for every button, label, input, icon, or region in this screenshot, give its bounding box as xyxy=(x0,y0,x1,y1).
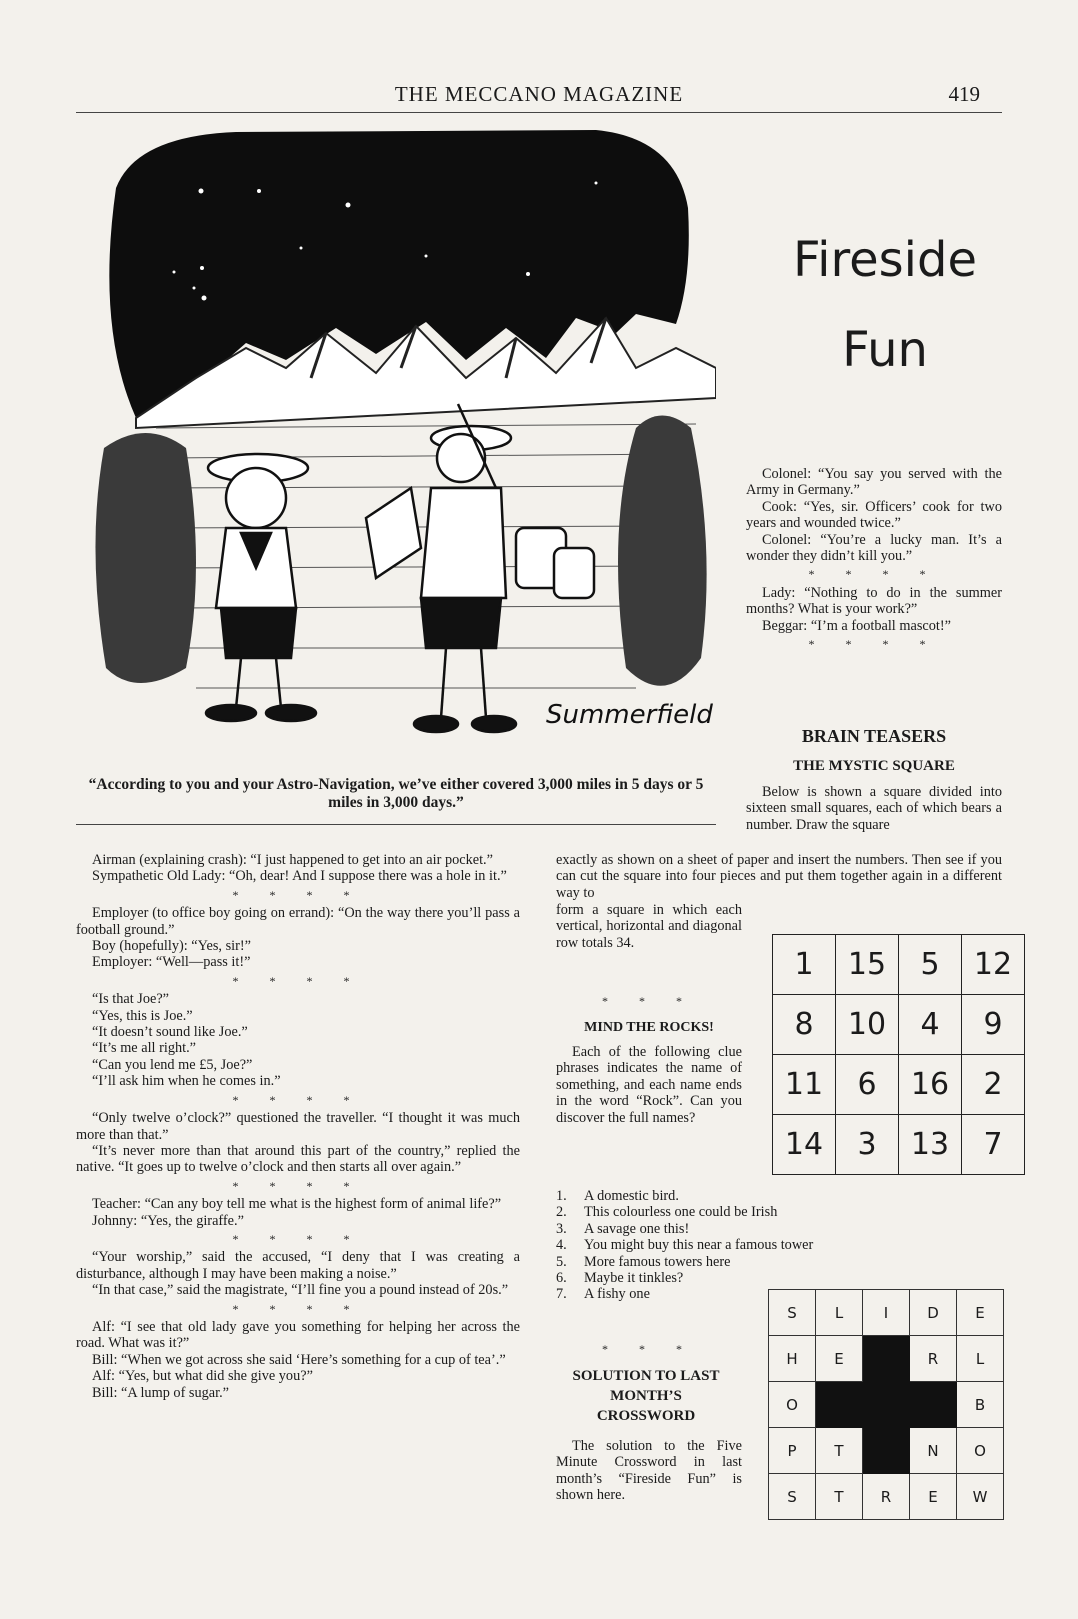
crossword-grid xyxy=(768,1289,1004,1520)
crossword-cell: P xyxy=(769,1428,816,1474)
section-title-line2: Fun xyxy=(842,322,928,378)
joke-line: Colonel: “You’re a lucky man. It’s a wonder they didn’t kill you.” xyxy=(746,531,1002,565)
page-number: 419 xyxy=(948,82,980,106)
magazine-title: THE MECCANO MAGAZINE xyxy=(394,82,684,106)
crossword-cell: L xyxy=(957,1336,1004,1382)
crossword-cell: E xyxy=(957,1290,1004,1336)
separator-stars: * * * * xyxy=(808,637,940,652)
joke-line: “It’s me all right.” xyxy=(92,1040,197,1057)
mystic-text-2 xyxy=(556,852,1002,901)
mystic-square-grid xyxy=(772,934,1025,1175)
clue-item xyxy=(556,1270,996,1286)
joke-line: “Yes, this is Joe.” xyxy=(92,1007,193,1024)
grid-cell: 6 xyxy=(836,1055,899,1115)
solution-heading: SOLUTION TO LAST MONTH’S CROSSWORD xyxy=(572,1368,720,1424)
crossword-black-cell xyxy=(863,1336,910,1382)
mystic-square-heading: THE MYSTIC SQUARE xyxy=(793,758,955,774)
joke-line: Employer (to office boy going on errand): “On the way there you’ll pass a football ground.” xyxy=(76,905,520,938)
clue-item xyxy=(556,1254,754,1270)
cartoon-caption: “According to you and your Astro-Navigation, we’ve either covered 3,000 miles in 5 days or 5 miles in 3,000 days.” xyxy=(88,776,704,811)
solution-text xyxy=(556,1438,742,1504)
crossword-cell: R xyxy=(910,1336,957,1382)
joke-line: “Can you lend me £5, Joe?” xyxy=(92,1056,253,1073)
joke-line: Boy (hopefully): “Yes, sir!” xyxy=(92,938,251,955)
grid-cell: 3 xyxy=(836,1115,899,1175)
grid-cell: 9 xyxy=(962,995,1025,1055)
joke-line: “I’ll ask him when he comes in.” xyxy=(92,1073,281,1090)
grid-cell: 1 xyxy=(773,935,836,995)
clue-number: 7. xyxy=(556,1286,567,1303)
joke-line: Colonel: “You say you served with the Army in Germany.” xyxy=(746,466,1002,499)
grid-cell: 15 xyxy=(836,935,899,995)
right-jokes xyxy=(746,466,1002,654)
joke-line: Sympathetic Old Lady: “Oh, dear! And I suppose there was a hole in it.” xyxy=(92,868,507,885)
separator-stars: * * * * xyxy=(232,1231,364,1246)
joke-line: Cook: “Yes, sir. Officers’ cook for two years and wounded twice.” xyxy=(746,498,1002,532)
crossword-black-cell xyxy=(910,1382,957,1428)
crossword-cell: E xyxy=(910,1474,957,1520)
joke-line: Alf: “Yes, but what did she give you?” xyxy=(92,1368,313,1385)
crossword-cell: W xyxy=(957,1474,1004,1520)
crossword-black-cell xyxy=(816,1382,863,1428)
paragraph: exactly as shown on a sheet of paper and insert the numbers. Then see if you can cut the square into four pieces and put them together again in a different way to xyxy=(556,852,1002,901)
grid-cell: 8 xyxy=(773,995,836,1055)
crossword-cell: O xyxy=(769,1382,816,1428)
clue-text: More famous towers here xyxy=(584,1253,731,1270)
crossword-cell: D xyxy=(910,1290,957,1336)
rocks-text xyxy=(556,1044,742,1126)
joke-line: Employer: “Well—pass it!” xyxy=(92,954,251,971)
separator-stars: * * * * xyxy=(808,567,940,582)
crossword-cell: R xyxy=(863,1474,910,1520)
brain-teasers-heading: BRAIN TEASERS xyxy=(801,726,947,746)
clue-text: This colourless one could be Irish xyxy=(584,1204,778,1221)
section-title-line1: Fireside xyxy=(792,232,977,288)
clue-text: You might buy this near a famous tower xyxy=(584,1237,814,1254)
clue-item xyxy=(556,1204,996,1220)
separator-stars: * * * * xyxy=(232,1178,364,1193)
crossword-cell: S xyxy=(769,1290,816,1336)
separator-stars: * * * xyxy=(602,994,696,1008)
header-rule xyxy=(76,112,1002,113)
clue-text: A fishy one xyxy=(584,1286,650,1303)
separator-stars: * * * * xyxy=(232,973,364,988)
clue-number: 3. xyxy=(556,1220,567,1237)
crossword-cell: O xyxy=(957,1428,1004,1474)
grid-cell: 14 xyxy=(773,1115,836,1175)
joke-line: “Only twelve o’clock?” questioned the traveller. “I thought it was much more than that.” xyxy=(76,1110,520,1143)
paragraph: form a square in which each vertical, horizontal and diagonal row totals 34. xyxy=(556,902,742,951)
crossword-cell: S xyxy=(769,1474,816,1520)
crossword-cell: L xyxy=(816,1290,863,1336)
grid-cell: 13 xyxy=(899,1115,962,1175)
joke-line: “In that case,” said the magistrate, “I’ll fine you a pound instead of 20s.” xyxy=(92,1282,509,1299)
clue-text: Maybe it tinkles? xyxy=(584,1270,684,1287)
crossword-cell: N xyxy=(910,1428,957,1474)
grid-cell: 11 xyxy=(773,1055,836,1115)
clue-item xyxy=(556,1237,996,1253)
grid-cell: 7 xyxy=(962,1115,1025,1175)
crossword-black-cell xyxy=(863,1428,910,1474)
joke-line: “Your worship,” said the accused, “I deny that I was creating a disturbance, although I may have been making a noise.” xyxy=(76,1249,520,1282)
clue-text: A savage one this! xyxy=(584,1220,690,1237)
grid-cell: 5 xyxy=(899,935,962,995)
joke-line: Bill: “A lump of sugar.” xyxy=(92,1384,229,1401)
grid-cell: 12 xyxy=(962,935,1025,995)
grid-cell: 16 xyxy=(899,1055,962,1115)
separator-stars: * * * * xyxy=(232,887,364,902)
paragraph: Each of the following clue phrases indicates the name of something, and each name ends in the word “Rock”. Can you discover the full names? xyxy=(556,1044,742,1126)
joke-line: Teacher: “Can any boy tell me what is the highest form of animal life?” xyxy=(92,1196,502,1213)
joke-line: Lady: “Nothing to do in the summer months? What is your work?” xyxy=(746,584,1002,618)
crossword-cell: E xyxy=(816,1336,863,1382)
joke-line: Bill: “When we got across she said ‘Here’s something for a cup of tea’.” xyxy=(92,1351,506,1368)
joke-line: Airman (explaining crash): “I just happened to get into an air pocket.” xyxy=(92,852,493,868)
clue-number: 2. xyxy=(556,1204,567,1221)
separator-stars: * * * xyxy=(602,1342,696,1356)
joke-line: “It’s never more than that around this part of the country,” replied the native. “It goes up to twelve o’clock and then starts all over again.” xyxy=(76,1142,520,1176)
clue-item xyxy=(556,1188,996,1204)
mystic-text-3 xyxy=(556,902,742,951)
grid-cell: 4 xyxy=(899,995,962,1055)
joke-line: Beggar: “I’m a football mascot!” xyxy=(762,617,951,634)
crossword-cell: T xyxy=(816,1474,863,1520)
crossword-black-cell xyxy=(863,1382,910,1428)
separator-stars: * * * * xyxy=(232,1301,364,1316)
joke-line: “Is that Joe?” xyxy=(92,991,170,1008)
left-jokes xyxy=(76,852,520,1401)
crossword-cell: B xyxy=(957,1382,1004,1428)
grid-cell: 10 xyxy=(836,995,899,1055)
clue-number: 6. xyxy=(556,1270,567,1287)
clue-text: A domestic bird. xyxy=(584,1188,679,1204)
joke-line: “It doesn’t sound like Joe.” xyxy=(92,1024,248,1041)
clue-number: 5. xyxy=(556,1253,567,1270)
mystic-text-1 xyxy=(746,784,1002,833)
clue-number: 1. xyxy=(556,1188,567,1204)
paragraph: The solution to the Five Minute Crossword in last month’s “Fireside Fun” is shown here. xyxy=(556,1438,742,1504)
cartoon-illustration xyxy=(76,128,716,764)
clue-number: 4. xyxy=(556,1237,567,1254)
cartoon-signature: Summerfield xyxy=(546,700,713,730)
joke-line: Johnny: “Yes, the giraffe.” xyxy=(92,1212,244,1229)
crossword-cell: T xyxy=(816,1428,863,1474)
crossword-cell: I xyxy=(863,1290,910,1336)
rocks-clues xyxy=(556,1188,996,1303)
joke-line: Alf: “I see that old lady gave you something for helping her across the road. What was it?” xyxy=(76,1318,520,1352)
mind-the-rocks-heading: MIND THE ROCKS! xyxy=(584,1020,714,1035)
separator-stars: * * * * xyxy=(232,1092,364,1107)
caption-rule xyxy=(76,824,716,825)
clue-item xyxy=(556,1221,996,1237)
crossword-cell: H xyxy=(769,1336,816,1382)
paragraph: Below is shown a square divided into sixteen small squares, each of which bears a number. Draw the square xyxy=(746,784,1002,833)
grid-cell: 2 xyxy=(962,1055,1025,1115)
